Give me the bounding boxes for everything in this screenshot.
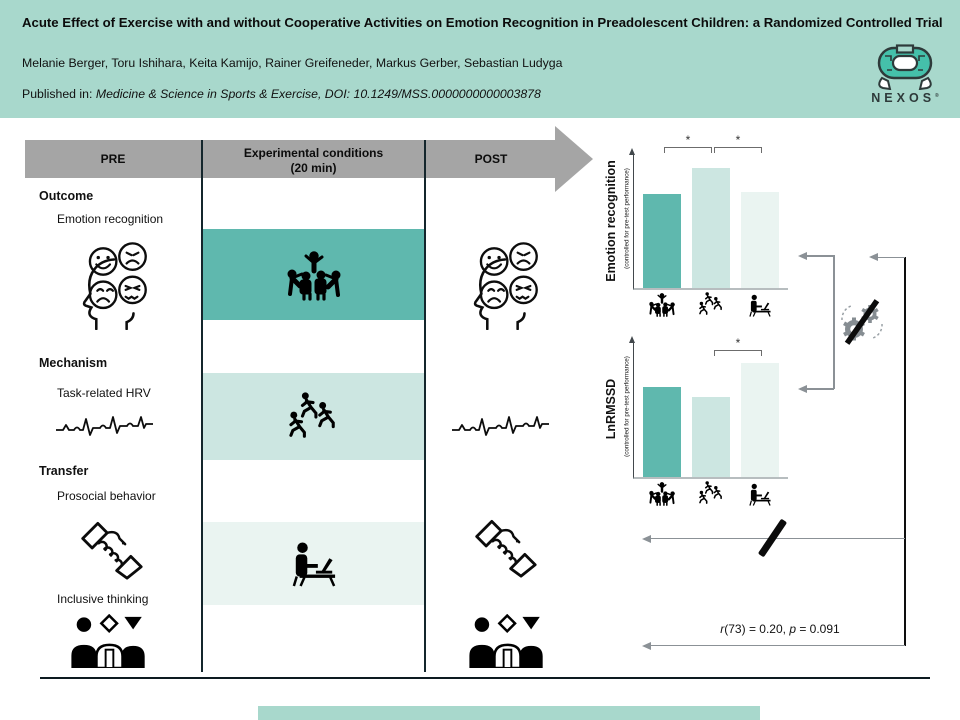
correlation-text xyxy=(655,622,905,636)
publication-info xyxy=(22,87,541,101)
corr-mid: (73) = 0.20, xyxy=(724,622,790,636)
bar-group xyxy=(643,155,779,288)
connector-top-arrow xyxy=(878,257,905,259)
y-axis-arrow-icon xyxy=(629,148,635,155)
arrowhead-left-icon xyxy=(798,385,807,393)
gear-disconnect-icon xyxy=(839,299,885,345)
conditions-label-line2: (20 min) xyxy=(290,161,337,175)
lnrmssd-chart xyxy=(633,336,788,479)
arrowhead-left-icon xyxy=(642,642,651,650)
prosocial-label: Prosocial behavior xyxy=(57,489,156,503)
nexos-logo xyxy=(866,44,944,110)
column-divider-right xyxy=(424,140,426,672)
condition-cell-exercise xyxy=(203,373,424,460)
timeline-arrowhead-icon xyxy=(555,126,593,192)
human-pyramid-icon xyxy=(647,481,677,507)
significance-bracket xyxy=(714,336,762,356)
y-axis-arrow-icon xyxy=(629,336,635,343)
head-emotions-icon-pre xyxy=(64,238,156,330)
mechanism-section-label: Mechanism xyxy=(39,356,108,370)
connector-bracket-vertical xyxy=(833,255,835,389)
header xyxy=(0,0,960,118)
condition-cell-sedentary xyxy=(203,522,424,605)
hrv-label: Task-related HRV xyxy=(57,386,151,400)
corr-p: p xyxy=(789,622,796,636)
hrv-chart-ylabel: LnRMSSD xyxy=(604,378,618,440)
bottom-divider xyxy=(40,677,930,679)
ecg-icon-post xyxy=(452,414,564,440)
logo-wordmark xyxy=(866,91,944,105)
conditions-label-line1: Experimental conditions xyxy=(243,146,384,160)
significance-bracket xyxy=(714,133,762,153)
arrowhead-left-icon xyxy=(869,253,878,261)
arrowhead-left-icon xyxy=(642,535,651,543)
running-icon xyxy=(698,292,725,317)
running-icon xyxy=(287,392,341,442)
outcome-section-label: Outcome xyxy=(39,189,94,203)
logo-registered-mark: ® xyxy=(935,92,939,99)
corr-end: = 0.091 xyxy=(796,622,840,636)
emotion-chart-ylabel: Emotion recognition xyxy=(604,160,618,282)
asterisk-label: * xyxy=(735,336,741,350)
laptop-person-icon xyxy=(746,294,774,317)
bar-control xyxy=(741,363,779,477)
published-in-label: Published in: xyxy=(22,87,96,101)
authors: Melanie Berger, Toru Ishihara, Keita Kamijo, Rainer Greifeneder, Markus Gerber, Sebastian Ludyga xyxy=(22,56,563,70)
pre-label: PRE xyxy=(100,152,126,166)
connector-prosocial-arrow xyxy=(650,538,905,539)
asterisk-label: * xyxy=(685,133,691,147)
bar-control xyxy=(741,192,779,288)
arrowhead-left-icon xyxy=(798,252,807,260)
human-pyramid-icon xyxy=(284,249,344,301)
bar-cooperative xyxy=(643,387,681,477)
inclusive-thinking-label: Inclusive thinking xyxy=(57,592,149,606)
handshake-icon-post xyxy=(472,512,538,578)
journal-doi: Medicine & Science in Sports & Exercise, DOI: 10.1249/MSS.0000000000003878 xyxy=(95,87,541,101)
logo-text: NEXOS xyxy=(871,91,936,105)
brain-icon xyxy=(874,44,936,90)
laptop-person-icon xyxy=(286,541,342,587)
emotion-recognition-chart xyxy=(633,133,788,290)
post-label: POST xyxy=(474,152,508,166)
conditions-label xyxy=(203,146,424,176)
diversity-icon-pre xyxy=(66,614,152,668)
head-emotions-icon-post xyxy=(455,238,547,330)
bar-group xyxy=(643,343,779,477)
connector-bracket-top xyxy=(807,255,834,257)
bar-exercise xyxy=(692,168,730,288)
asterisk-label: * xyxy=(735,133,741,147)
page-title: Acute Effect of Exercise with and without Cooperative Activities on Emotion Recognition in Preadolescent Children: a Randomized Controlled Trial xyxy=(22,15,943,30)
bar-cooperative xyxy=(643,194,681,288)
hrv-chart-ylabel-sub: (controlled for pre-test performance) xyxy=(623,356,631,457)
emotion-recognition-label: Emotion recognition xyxy=(57,212,164,226)
corr-r: r xyxy=(720,622,725,636)
running-icon xyxy=(698,481,725,506)
connector-main-vertical xyxy=(904,257,906,646)
connector-bracket-bottom xyxy=(807,388,834,390)
condition-cell-cooperative xyxy=(203,229,424,320)
footer-accent-bar xyxy=(258,706,760,720)
transfer-section-label: Transfer xyxy=(39,464,89,478)
significance-bracket xyxy=(664,133,712,153)
connector-inclusive-arrow xyxy=(650,645,905,646)
bar-exercise xyxy=(692,397,730,477)
handshake-icon-pre xyxy=(78,514,144,580)
emotion-chart-ylabel-sub: (controlled for pre-test performance) xyxy=(623,168,631,269)
laptop-person-icon xyxy=(746,483,774,506)
diversity-icon-post xyxy=(464,614,550,668)
ecg-icon-pre xyxy=(56,414,168,440)
human-pyramid-icon xyxy=(647,292,677,318)
